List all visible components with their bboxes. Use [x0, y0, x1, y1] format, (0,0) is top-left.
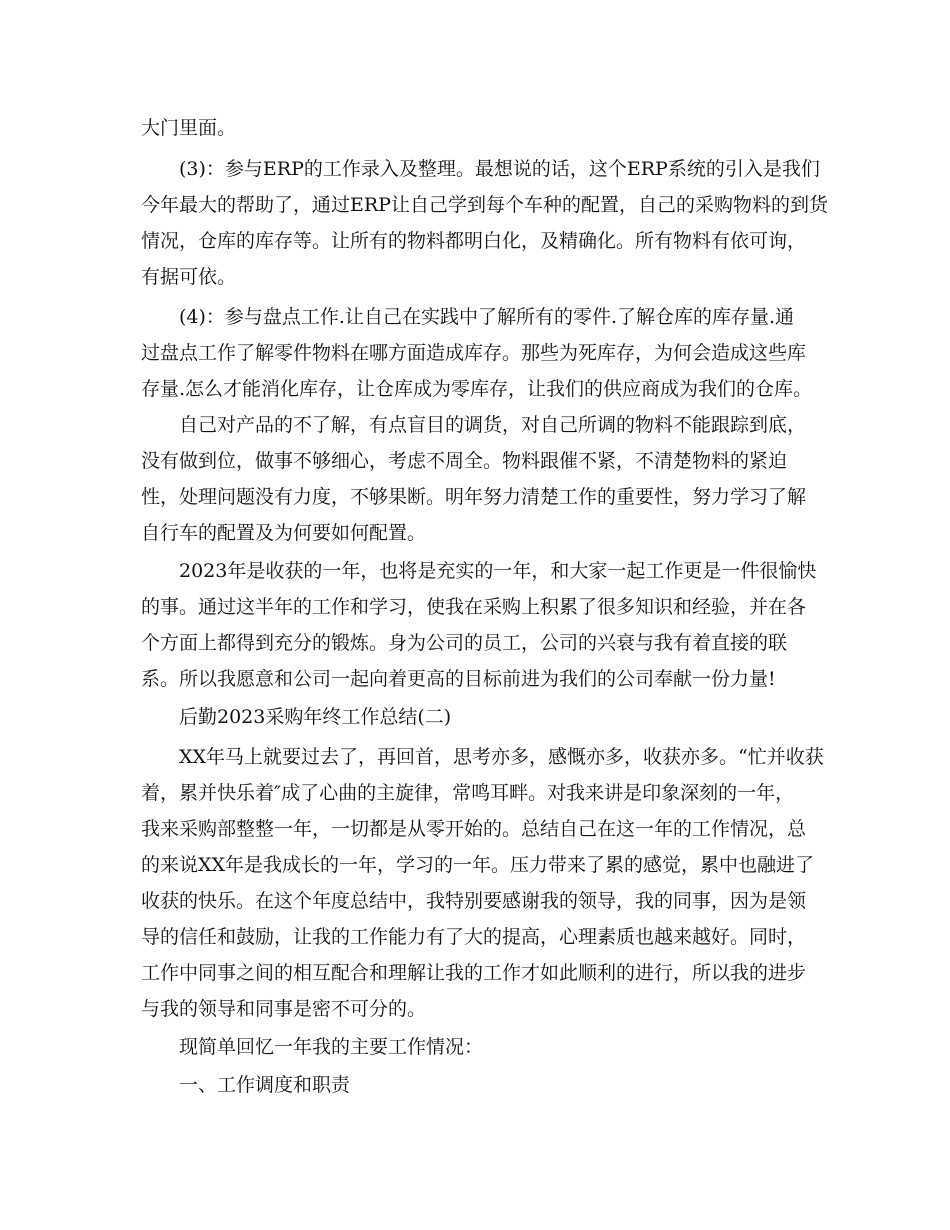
document-page: 大门里面。 (3)：参与ERP的工作录入及整理。最想说的话，这个ERP系统的引入是我们 今年最大的帮助了，通过ERP让自己学到每个车种的配置，自己的采购物料的到货 情况，仓库的库存等。让所有的物料都明白化，及精确化。所有物料有依可询， 有据可依。 (4)：参与盘点工作.让自己在实践中了解所有的零件.了解仓库的库存量.通 过盘点工作了解零件物料在哪方面造成库存。那些为死库存，为何会造成这些库 存量.怎么才能消化库存，让仓库成为零库存，让我们的供应商成为我们的仓库。 自己对产品的不了解，有点盲目的调货，对自己所调的物料不能跟踪到底， 没有做到位，做事不够细心，考虑不周全。物料跟催不紧，不清楚物料的紧迫 性，处理问题没有力度，不够果断。明年努力清楚工作的重要性，努力学习了解 自行车的配置及为何要如何配置。 2023年是收获的一年，也将是充实的一年，和大家一起工作更是一件很愉快 的事。通过这半年的工作和学习，使我在采购上积累了很多知识和经验，并在各 个方面上都得到充分的锻炼。身为公司的员工，公司的兴衰与我有着直接的联 系。所以我愿意和公司一起向着更高的目标前进为我们的公司奉献一份力量! 后勤2023采购年终工作总结(二) XX年马上就要过去了，再回首，思考亦多，感慨亦多，收获亦多。“忙并收获 着，累并快乐着″成了心曲的主旋律，常鸣耳畔。对我来讲是印象深刻的一年， 我来采购部整整一年，一切都是从零开始的。总结自己在这一年的工作情况，总 的来说XX年是我成长的一年，学习的一年。压力带来了累的感觉，累中也融进了 收获的快乐。在这个年度总结中，我特别要感谢我的领导，我的同事，因为是领 导的信任和鼓励，让我的工作能力有了大的提高，心理素质也越来越好。同时， 工作中同事之间的相互配合和理解让我的工作才如此顺利的进行，所以我的进步 与我的领导和同事是密不可分的。 现简单回忆一年我的主要工作情况： 一、工作调度和职责 [141, 117, 828, 1096]
